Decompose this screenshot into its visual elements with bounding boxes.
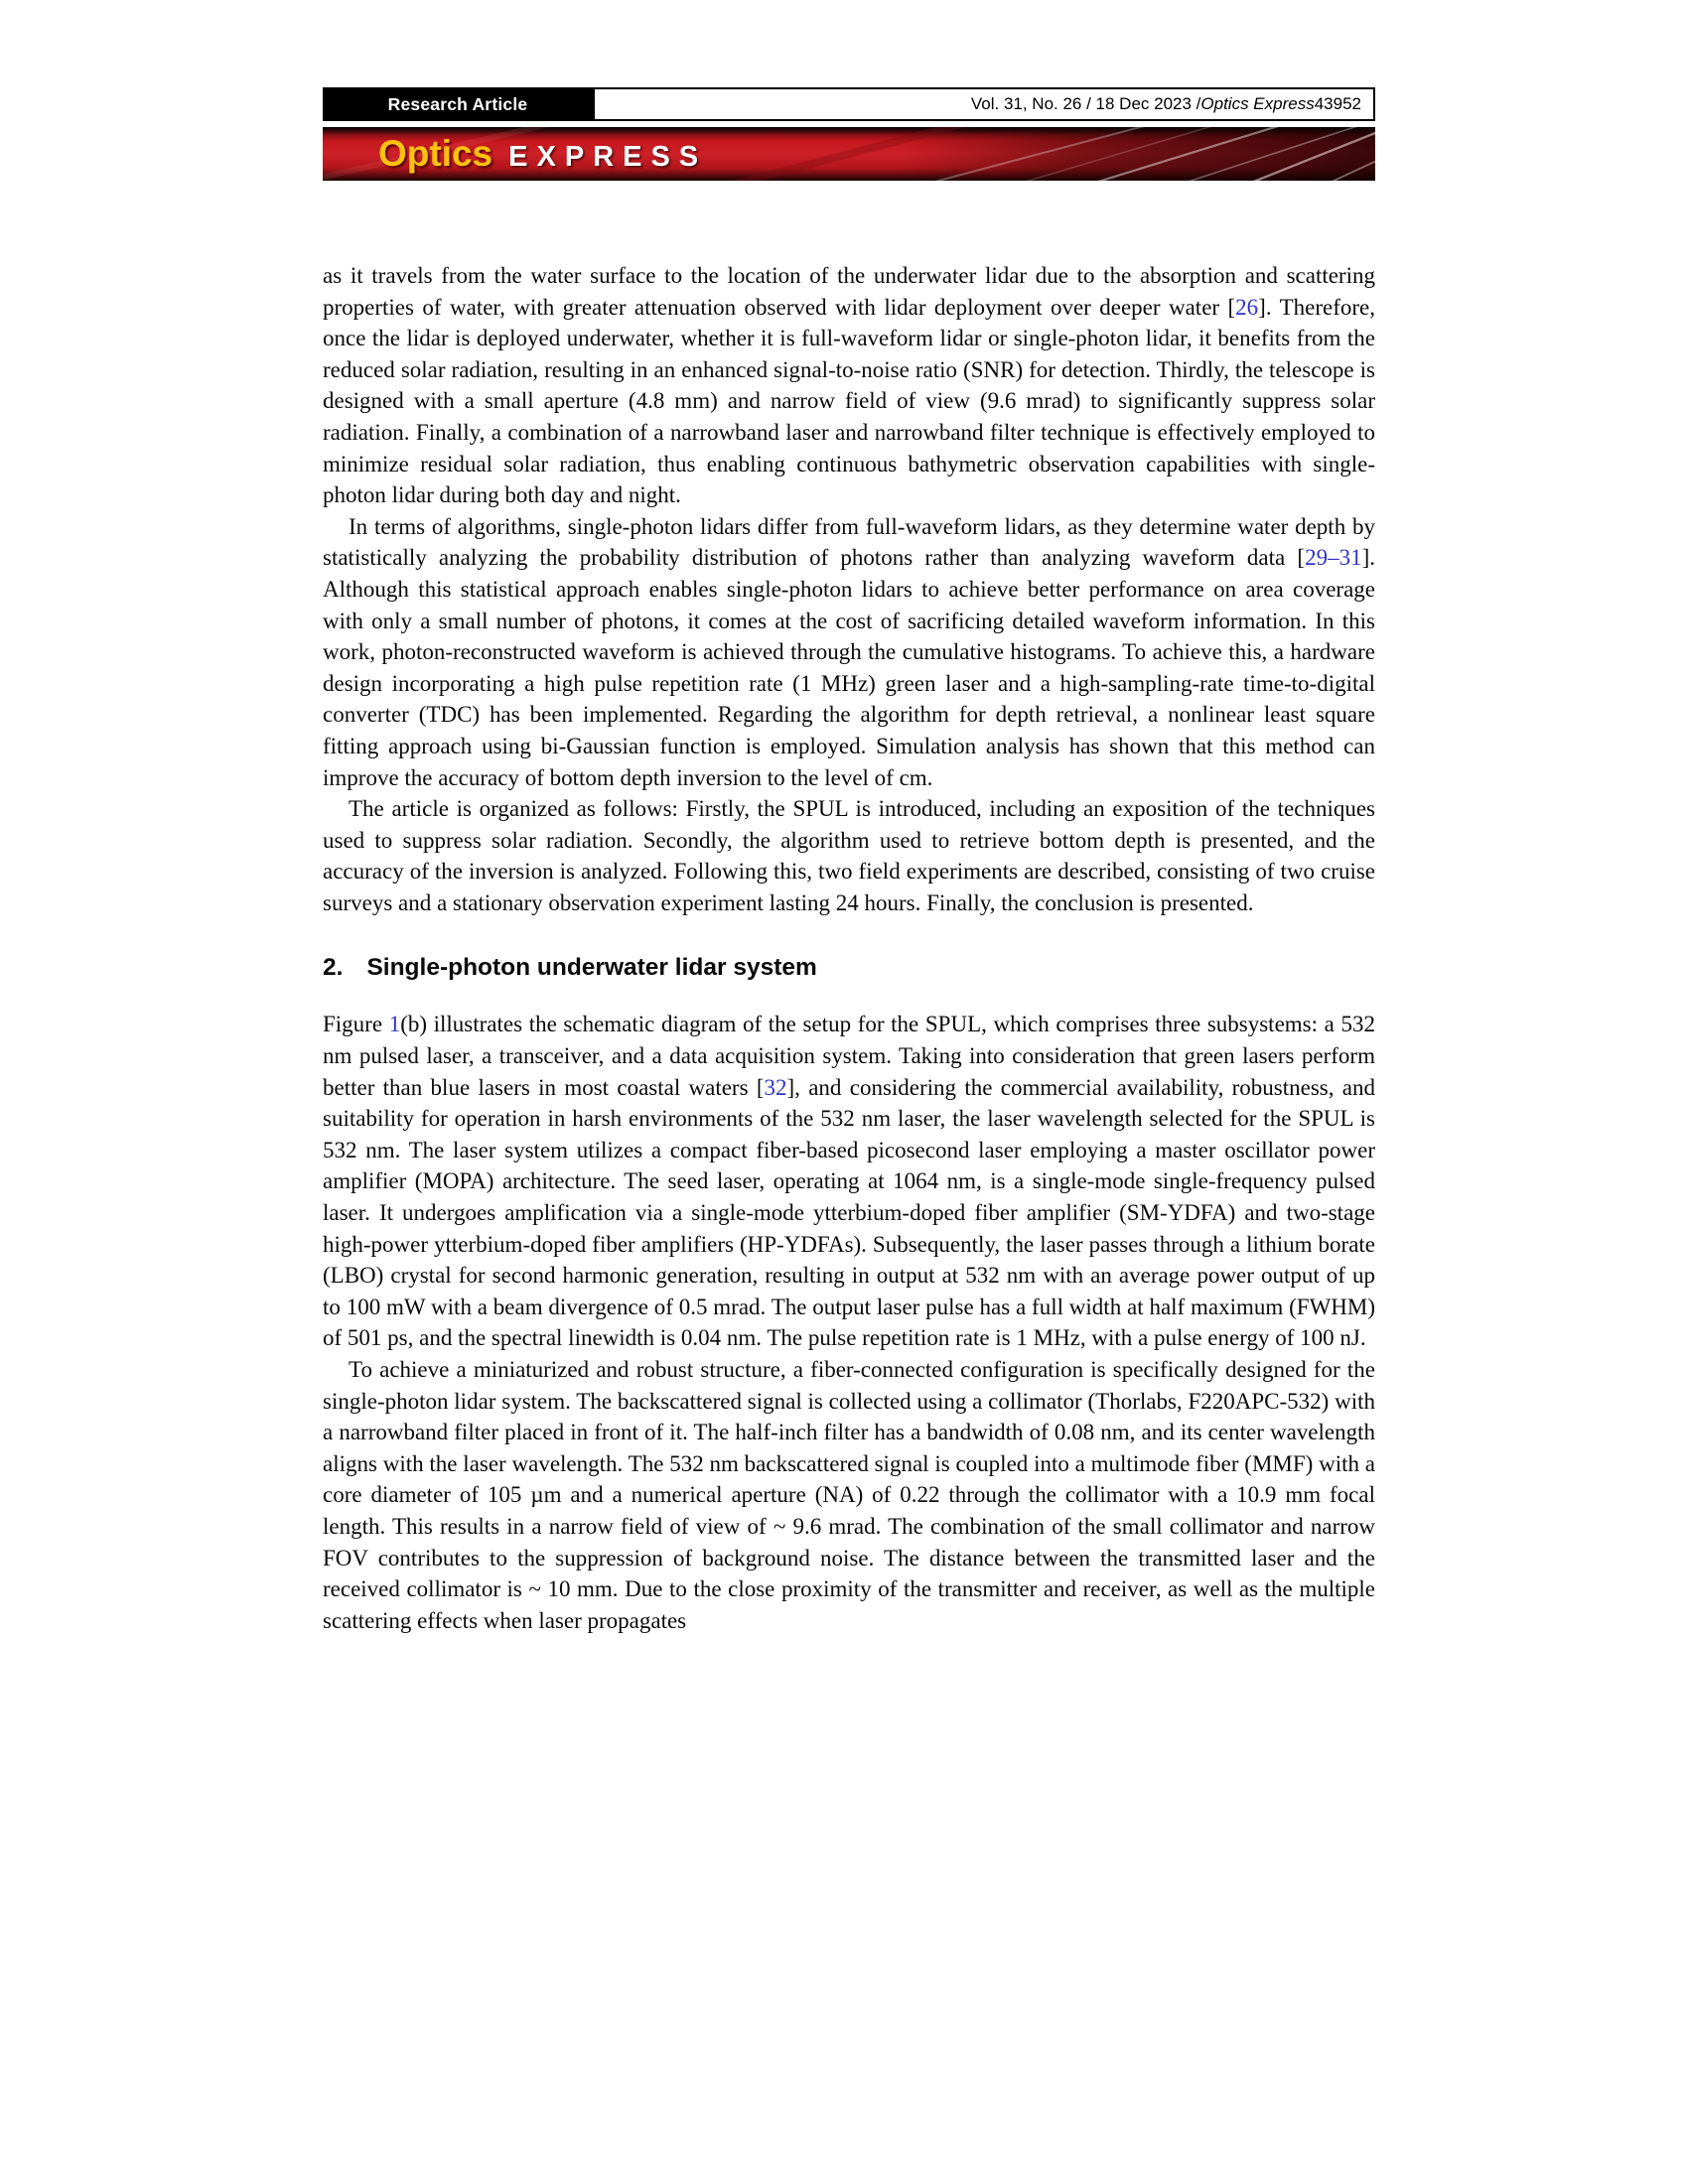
section-title: Single-photon underwater lidar system — [366, 954, 817, 982]
text-run: In terms of algorithms, single-photon lidars differ from full-waveform lidars, as they determine water depth by statistically analyzing the probability distribution of photons rather than analyzing waveform data [ — [323, 513, 1375, 571]
journal-banner — [323, 127, 1375, 181]
paragraph — [323, 1009, 1375, 1354]
journal-logo-optics: Optics — [378, 133, 493, 174]
citation-link[interactable]: 1 — [388, 1012, 401, 1037]
text-run: as it travels from the water surface to the location of the underwater lidar due to the absorption and scattering properties of water, with greater attenuation observed with lidar deployment over deeper water [ — [323, 263, 1375, 320]
article-type-badge: Research Article — [323, 87, 593, 121]
journal-logo-express: EXPRESS — [508, 141, 708, 173]
paragraph — [323, 260, 1375, 511]
citation-link[interactable]: 32 — [764, 1074, 787, 1100]
journal-citation-box — [593, 87, 1375, 121]
paragraph — [323, 1354, 1375, 1636]
text-run: Vol. 31, No. 26 / 18 Dec 2023 / — [970, 94, 1201, 113]
text-run: ], and considering the commercial availability, robustness, and suitability for operation in harsh environments of the 532 nm laser, the laser wavelength selected for the SPUL is 532 nm. The laser system utilizes a compact fiber-based picosecond laser employing a master oscillator power amplifier (MOPA) architecture. The seed laser, operating at 1064 nm, is a single-mode single-frequency pulsed laser. It undergoes amplification via a single-mode ytterbium-doped fiber amplifier (SM-YDFA) and two-stage high-power ytterbium-doped fiber amplifiers (HP-YDFAs). Subsequently, the laser passes through a lithium borate (LBO) crystal for second harmonic generation, resulting in output at 532 nm with an average power output of up to 100 mW with a beam divergence of 0.5 mrad. The output laser pulse has a full width at half maximum (FWHM) of 501 ps, and the spectral linewidth is 0.04 nm. The pulse repetition rate is 1 MHz, with a pulse energy of 100 nJ. — [323, 1074, 1375, 1351]
page-content — [323, 87, 1375, 1636]
section-number: 2. — [323, 954, 344, 982]
page-header — [323, 87, 1375, 121]
text-run: To achieve a miniaturized and robust structure, a fiber-connected configuration is specifically designed for the single-photon lidar system. The backscattered signal is collected using a collimator (Thorlabs, F220APC-532) with a narrowband filter placed in front of it. The half-inch filter has a bandwidth of 0.08 nm, and its center wavelength aligns with the laser wavelength. The 532 nm backscattered signal is coupled into a multimode fiber (MMF) with a core diameter of 105 µm and a numerical aperture (NA) of 0.22 through the collimator with a 10.9 mm focal length. This results in a narrow field of view of ~ 9.6 mrad. The combination of the small collimator and narrow FOV contributes to the suppression of background noise. The distance between the transmitted laser and the received collimator is ~ 10 mm. Due to the close proximity of the transmitter and receiver, as well as the multiple scattering effects when laser propagates — [323, 1357, 1375, 1633]
paragraph — [323, 511, 1375, 793]
text-run: Figure — [323, 1012, 389, 1037]
citation-link[interactable]: 26 — [1235, 294, 1259, 320]
text-run: (b) illustrates the schematic diagram of the setup for the SPUL, which comprises three subsystems: a 532 nm pulsed laser, a transceiver, and a data acquisition system. Taking into consideration that green lasers perform better than blue lasers in most coastal waters [ — [323, 1012, 1375, 1100]
text-run: The article is organized as follows: Firstly, the SPUL is introduced, including an exposition of the techniques used to suppress solar radiation. Secondly, the algorithm used to retrieve bottom depth is presented, and the accuracy of the inversion is analyzed. Following this, two field experiments are described, consisting of two cruise surveys and a stationary observation experiment lasting 24 hours. Finally, the conclusion is presented. — [323, 796, 1375, 915]
text-run: ]. Therefore, once the lidar is deployed underwater, whether it is full-waveform lidar or single-photon lidar, it benefits from the reduced solar radiation, resulting in an enhanced signal-to-noise ratio (SNR) for detection. Thirdly, the telescope is designed with a small aperture (4.8 mm) and narrow field of view (9.6 mrad) to significantly suppress solar radiation. Finally, a combination of a narrowband laser and narrowband filter technique is effectively employed to minimize residual solar radiation, thus enabling continuous bathymetric observation capabilities with single-photon lidar during both day and night. — [323, 294, 1375, 508]
text-run: 43952 — [1314, 94, 1361, 113]
journal-logo — [378, 133, 707, 175]
section-heading — [323, 954, 1375, 982]
article-body — [323, 260, 1375, 1636]
paragraph — [323, 793, 1375, 918]
text-run: Optics Express — [1200, 94, 1315, 113]
citation-link[interactable]: 29–31 — [1305, 545, 1362, 571]
text-run: ]. Although this statistical approach enables single-photon lidars to achieve better performance on area coverage with only a small number of photons, it comes at the cost of sacrificing detailed waveform information. In this work, photon-reconstructed waveform is achieved through the cumulative histograms. To achieve this, a hardware design incorporating a high pulse repetition rate (1 MHz) green laser and a high-sampling-rate time-to-digital converter (TDC) has been implemented. Regarding the algorithm for depth retrieval, a nonlinear least square fitting approach using bi-Gaussian function is employed. Simulation analysis has shown that this method can improve the accuracy of bottom depth inversion to the level of cm. — [323, 545, 1375, 790]
